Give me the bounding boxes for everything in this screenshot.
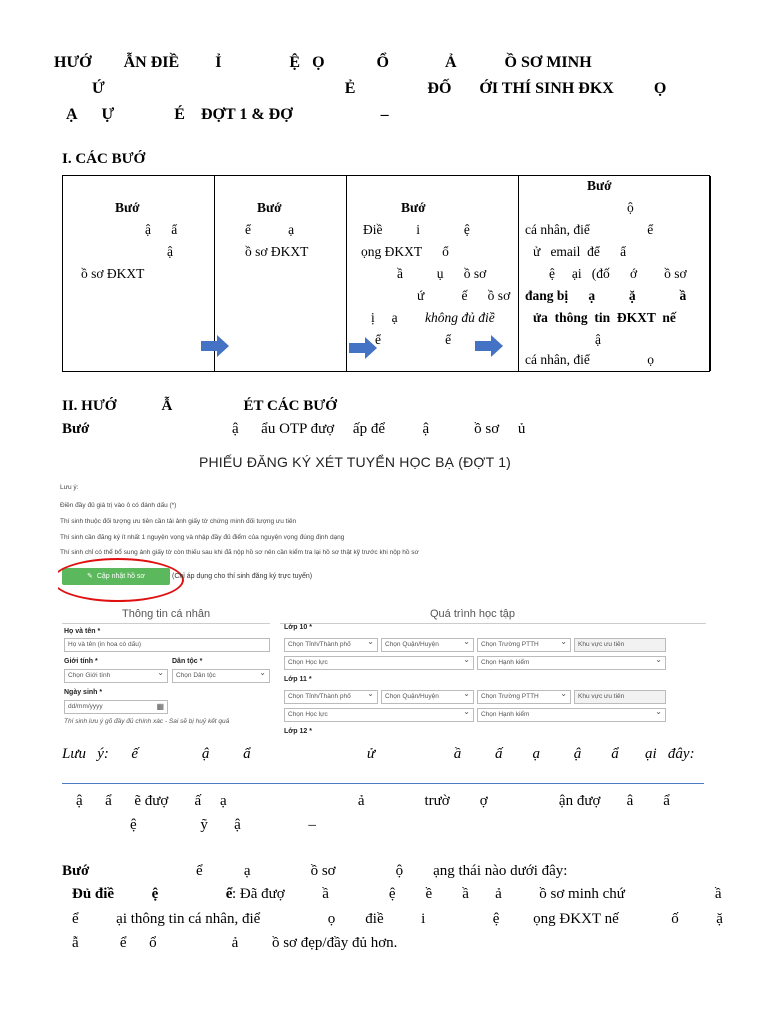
academic-select[interactable]: Chọn Học lực ⌄ [284,708,474,722]
step-4-line: ệ ại (đố ớ ồ sơ [549,266,687,281]
update-note: (Chỉ áp dụng cho thí sinh đăng ký trực tuyến) [172,573,313,580]
title-line-2: Ứ Ẻ ĐỐ ỚI THÍ SINH ĐKX Ọ [92,80,667,97]
steps-table [62,175,710,372]
form-note: Thí sinh chỉ có thể bổ sung ảnh giấy tờ còn thiếu sau khi đã nộp hồ sơ nên cần kiểm tra lại hồ sơ thật kỹ trước khi nộp hồ sơ [60,549,419,556]
ethnic-label: Dân tộc * [172,658,203,665]
academic-select[interactable]: Chọn Học lực ⌄ [284,656,474,670]
paragraph-line: ệ ỹ ậ – [130,817,316,833]
school-select[interactable]: Chọn Trường PTTH ⌄ [477,690,571,704]
step-4-line: cá nhân, điể ể [525,222,654,237]
gender-label: Giới tính * [64,658,98,665]
conduct-select[interactable]: Chọn Hạnh kiểm ⌄ [477,656,666,670]
divider [62,623,270,624]
step-2-label: Bướ [62,863,90,879]
priority-area-input: Khu vực ưu tiên [574,690,666,704]
step-1-line: ậ [167,244,173,259]
form-note: Điền đầy đủ giá trị vào ô có đánh dấu (*) [60,502,177,509]
step-3-line: ứ ế ồ sơ [417,288,511,303]
status-line: ể ại thông tin cá nhân, điể ọ điề i ệ ọng ĐKXT nế ố ặ [72,911,723,927]
school-select[interactable]: Chọn Trường PTTH ⌄ [477,638,571,652]
step-2-title: Bướ [257,200,282,215]
step-4-line: đang bị ạ ặ ầ [525,288,687,303]
step-3-line: ầ ụ ồ sơ [397,266,487,281]
form-note: Thí sinh thuộc đối tượng ưu tiên cần tải ảnh giấy tờ chứng minh đối tượng ưu tiên [60,518,297,525]
note-line: Lưu ý: ế ậ ẩ ử ầ ấ ạ ậ ẩ ại đây: [62,746,695,762]
title-line-3: Ạ Ự É ĐỢT 1 & ĐỢ – [66,106,389,123]
step-2-line: ể ạ [245,222,295,237]
study-heading: Quá trình học tập [430,608,515,620]
section-2-heading: II. HƯỚ Ẫ ÉT CÁC BƯỚ [62,398,337,414]
arrow-right-icon [349,337,377,359]
section-1-heading: I. CÁC BƯỚ [62,151,146,167]
priority-area-input: Khu vực ưu tiên [574,638,666,652]
grade-10-label: Lớp 10 * [284,624,312,631]
ethnic-select[interactable]: Chọn Dân tộc ⌄ [172,669,270,683]
update-profile-label: Cập nhật hồ sơ [96,573,146,580]
grade-11-label: Lớp 11 * [284,676,312,683]
paragraph-line: ậ ẩ ẽ đượ ấ ạ ả trườ ợ ận đượ â ẩ [76,793,670,809]
status-label: Đủ điề ệ ể [72,886,233,902]
step-4-line: cá nhân, điể ọ [525,352,654,367]
form-note: Thí sinh cần đăng ký ít nhất 1 nguyện vọng và nhập đầy đủ điểm của nguyện vọng đúng định dạng [60,534,345,541]
step-cell-4 [519,176,711,371]
form-note: Lưu ý: [60,484,79,491]
step-3-title: Bướ [401,200,426,215]
step-3-line: ị ạ [371,310,398,325]
gender-select[interactable]: Chọn Giới tính ⌄ [64,669,168,683]
doc-title [54,50,734,128]
personal-heading: Thông tin cá nhân [122,608,211,620]
province-select[interactable]: Chọn Tỉnh/Thành phố ⌄ [284,690,378,704]
title-line-1: HƯỚ ẪN ĐIỀ Ỉ Ệ Ọ Ổ Ả Ồ SƠ MINH [54,54,592,71]
step-4-line: ử email để ẩ [533,244,627,259]
dob-input[interactable] [64,700,168,714]
province-select[interactable]: Chọn Tỉnh/Thành phố ⌄ [284,638,378,652]
dob-label: Ngày sinh * [64,689,103,696]
district-select[interactable]: Chọn Quận/Huyện ⌄ [381,638,474,652]
blue-divider [62,783,704,784]
step-cell-1 [63,176,215,371]
step-4-line: ửa thông tin ĐKXT nế [533,310,676,325]
step-2-line: ồ sơ ĐKXT [245,244,309,259]
dob-placeholder: dd/mm/yyyy [68,703,103,710]
step-1-text: ậ ẩu OTP đượ ấp để ậ ồ sơ ủ [232,421,526,437]
name-label: Họ và tên * [64,628,101,635]
step-2-text: ể ạ ồ sơ ộ ạng thái nào dưới đây: [196,863,568,879]
grade-12-label: Lớp 12 * [284,728,312,735]
status-text: : Đã đượ ầ ệ ề ầ ả ồ sơ minh chứ ầ [232,886,722,902]
step-cell-2 [215,176,347,371]
divider [280,623,706,624]
district-select[interactable]: Chọn Quận/Huyện ⌄ [381,690,474,704]
form-screenshot [58,448,708,738]
step-1-title: Bướ [115,200,140,215]
step-4-line: ậ [595,332,601,347]
step-1-label: Bướ [62,421,90,437]
step-3-line: ể ể [375,332,452,347]
step-4-line: ộ [627,200,634,215]
arrow-right-icon [475,335,503,357]
highlight-circle [58,558,184,602]
form-title: PHIẾU ĐĂNG KÝ XÉT TUYỂN HỌC BẠ (ĐỢT 1) [198,454,512,470]
conduct-select[interactable]: Chọn Hạnh kiểm ⌄ [477,708,666,722]
step-3-line: Điề i ệ [363,222,470,237]
pencil-icon: ✎ [86,573,93,580]
step-3-line: ọng ĐKXT ổ [361,244,449,259]
status-line: ẫ ể ổ ả ồ sơ đẹp/đầy đủ hơn. [72,935,398,951]
dob-hint: Thí sinh lưu ý gõ đầy đủ chính xác - Sai sẽ bị huỷ kết quả [64,718,230,725]
step-3-line-italic: không đủ điề [425,310,495,325]
calendar-icon: ▦ [156,702,164,711]
step-4-title: Bướ [587,178,612,193]
step-1-line: ậ ẩ [145,222,178,237]
name-input[interactable]: Họ và tên (in hoa có dấu) [64,638,270,652]
step-1-line: ồ sơ ĐKXT [81,266,145,281]
arrow-right-icon [201,335,229,357]
